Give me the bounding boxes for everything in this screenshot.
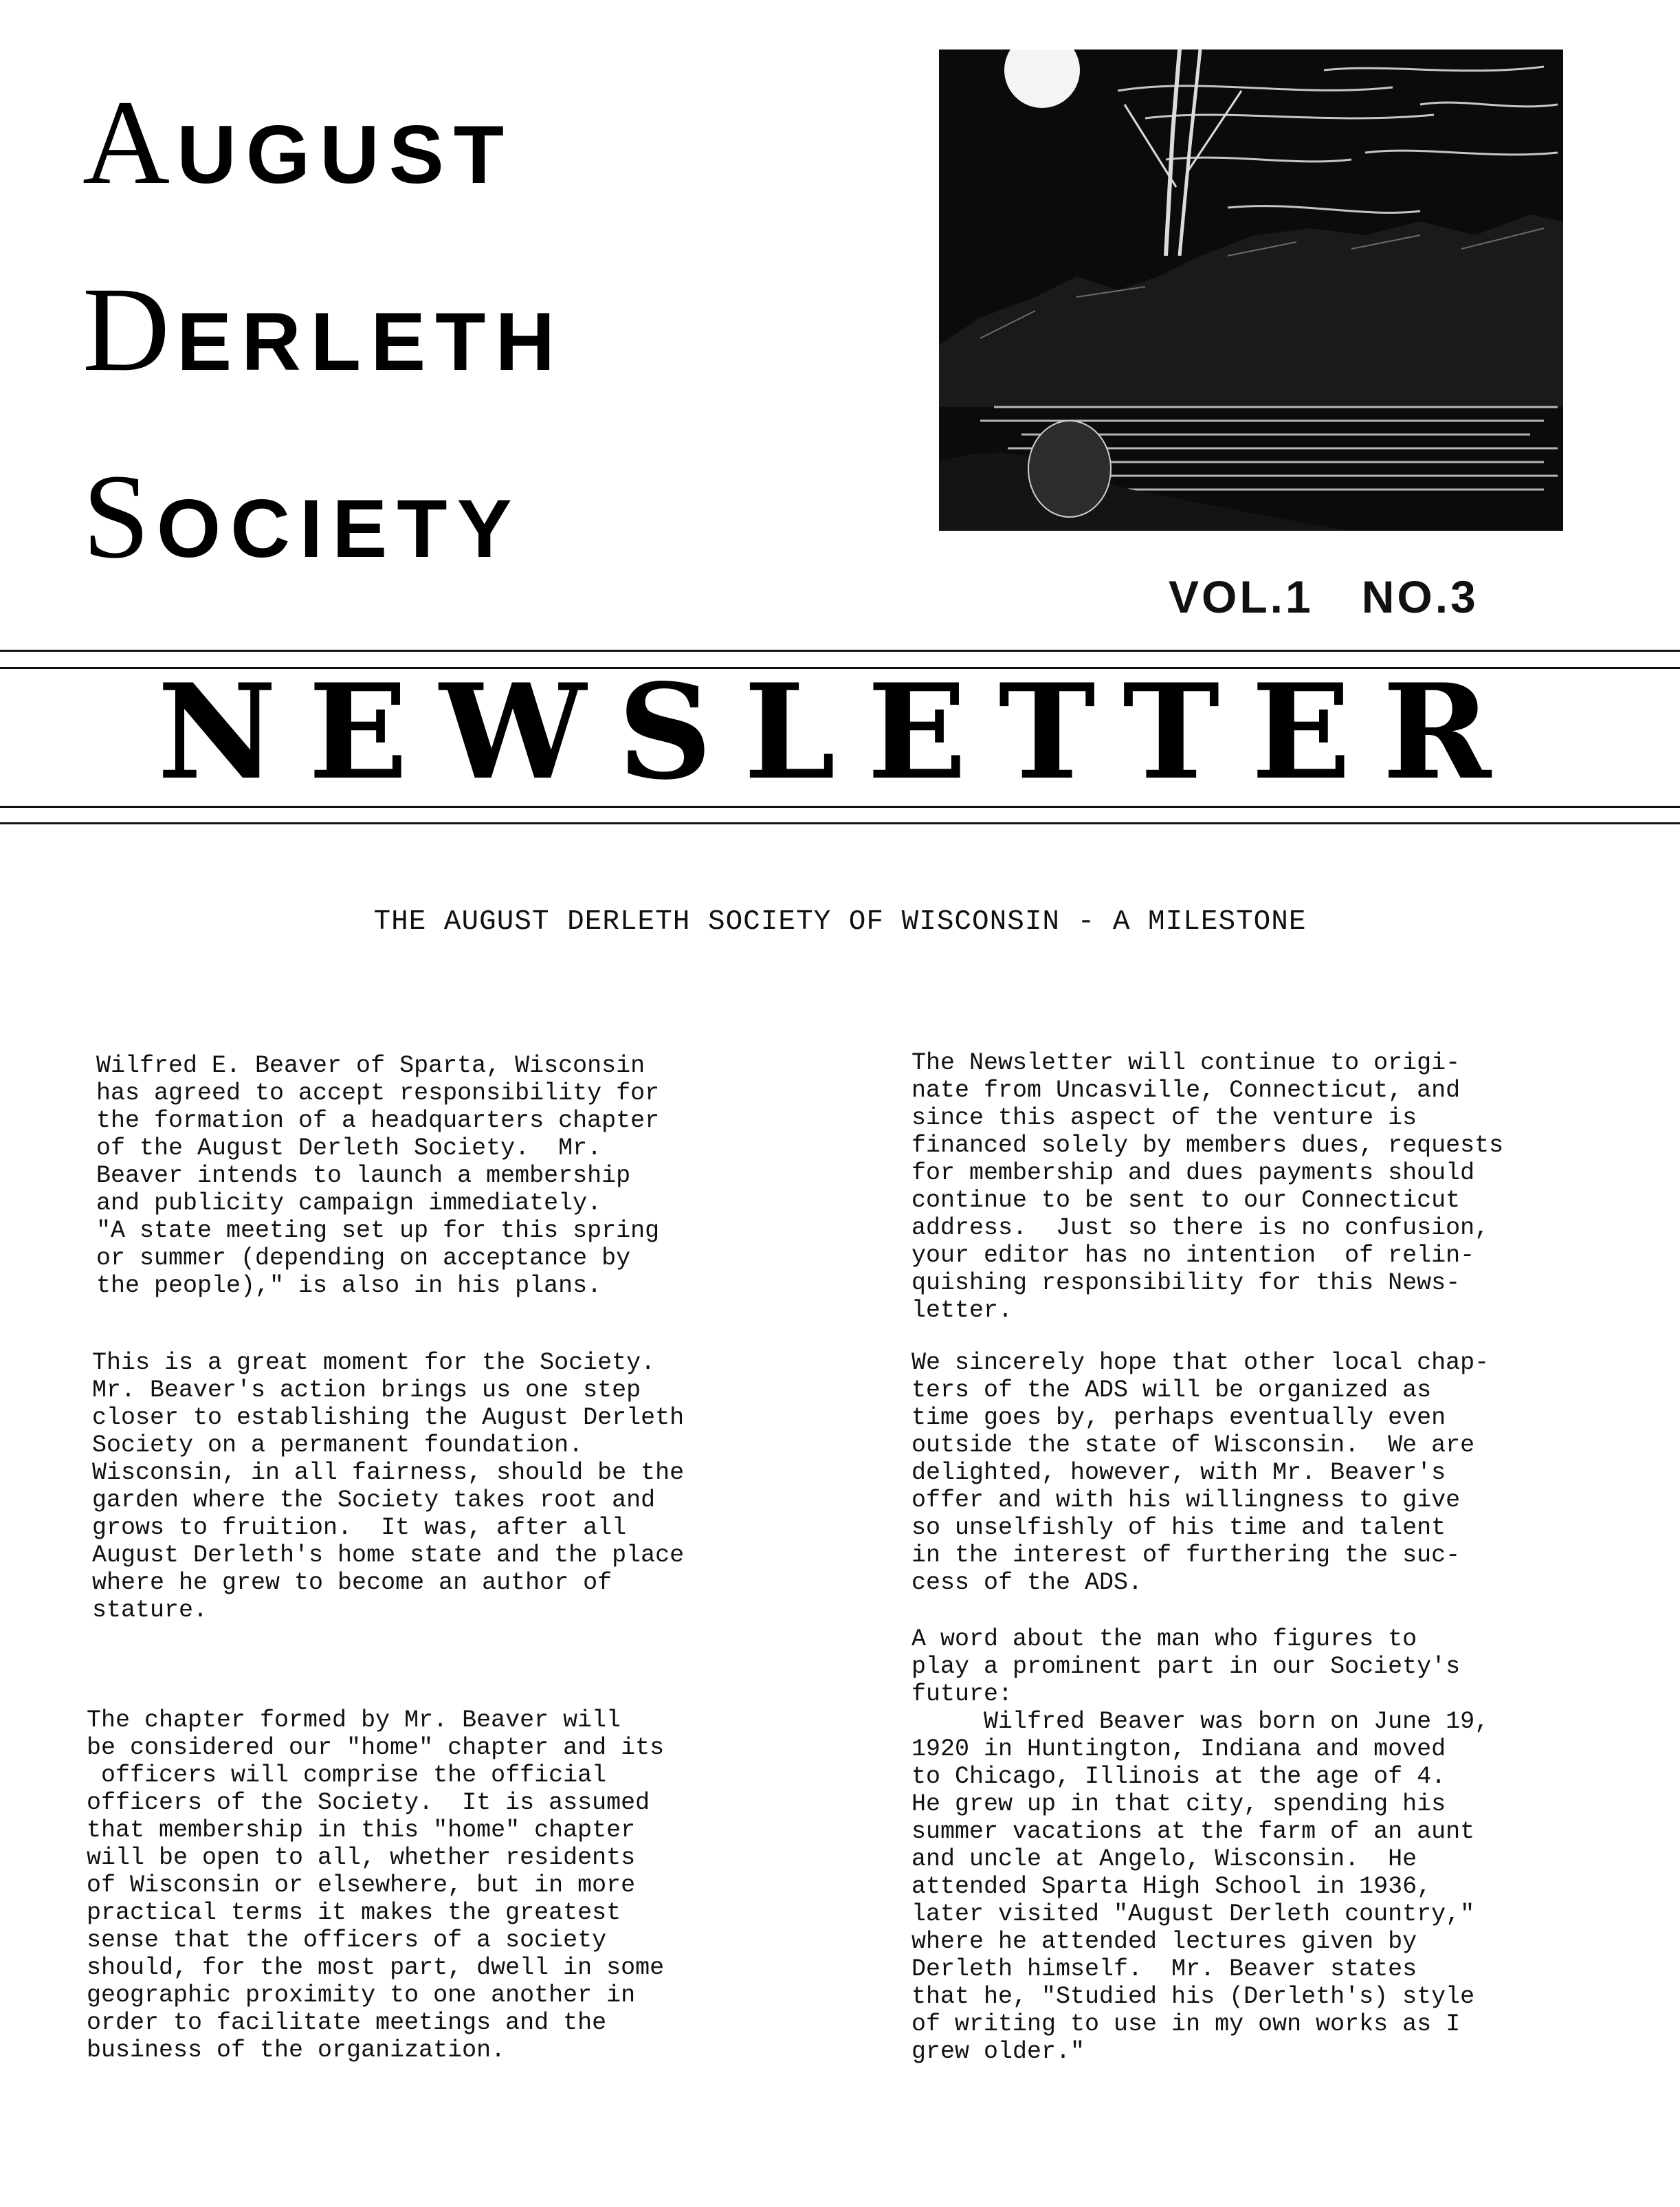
masthead-initial: S	[82, 450, 157, 584]
masthead-word: ERLETH	[177, 296, 565, 388]
right-paragraph-3: A word about the man who figures to play a prominent part in our Society's future: Wilfred Beaver was born on June 19, 1920 in Huntington, Indiana and moved to Chicago, Illinois at the age of 4. He grew up in that city, spending his summer vacations at the farm of an aunt and uncle at Angelo, Wisconsin. He attended Sparta High School in 1936, later visited "August Derleth country," where he attended lectures given by Derleth himself. Mr. Beaver states that he, "Studied his (Derleth's) style of writing to use in my own works as I grew older."	[911, 1625, 1490, 2065]
woodcut-night-landscape-image	[939, 50, 1563, 531]
right-column-3	[911, 1625, 1489, 2065]
masthead-line-derleth	[82, 263, 565, 457]
landscape-illustration	[939, 50, 1563, 531]
left-paragraph-2: This is a great moment for the Society. Mr. Beaver's action brings us one step closer to establishing the August Derleth Society on a permanent foundation. Wisconsin, in all fairness, should be the garden where the Society takes root and grows to fruition. It was, after all August Derleth's home state and the place where he grew to become an author of stature.	[92, 1349, 685, 1624]
right-column-2	[911, 1349, 1489, 1596]
divider-rule	[0, 822, 1680, 824]
volume-number: VOL.1	[1169, 571, 1314, 622]
divider-rule	[0, 806, 1680, 808]
mushroom-icon	[1028, 421, 1111, 517]
divider-rule	[0, 650, 1680, 652]
left-column-2	[92, 1349, 684, 1624]
masthead-initial: A	[82, 76, 177, 210]
masthead-word: UGUST	[177, 109, 514, 201]
masthead-word: OCIETY	[156, 483, 522, 575]
left-paragraph-1: Wilfred E. Beaver of Sparta, Wisconsin has agreed to accept responsibility for the formation of a headquarters chapter of the August Derleth Society. Mr. Beaver intends to launch a membership and publicity campaign immediately. "A state meeting set up for this spring or summer (depending on acceptance by the people)," is also in his plans.	[96, 1052, 660, 1299]
volume-issue-label	[1169, 571, 1479, 623]
left-column	[96, 1052, 659, 1299]
masthead-line-society	[82, 450, 564, 644]
article-headline: THE AUGUST DERLETH SOCIETY OF WISCONSIN - A MILESTONE	[373, 906, 1307, 938]
left-paragraph-3: The chapter formed by Mr. Beaver will be considered our "home" chapter and its officers will comprise the official officers of the Society. It is assumed that membership in this "home" chapter will be open to all, whether residents of Wisconsin or elsewhere, but in more practical terms it makes the greatest sense that the officers of a society should, for the most part, dwell in some geographic proximity to one another in order to facilitate meetings and the business of the organization.	[87, 1706, 665, 2064]
masthead-line-august	[82, 76, 564, 270]
right-paragraph-1: The Newsletter will continue to origi- nate from Uncasville, Connecticut, and since this aspect of the venture is financed solely by members dues, requests for membership and dues payments should continue to be sent to our Connecticut address. Just so there is no confusion, your editor has no intention of relin- quishing responsibility for this News- letter.	[911, 1049, 1504, 1324]
right-paragraph-2: We sincerely hope that other local chap- ters of the ADS will be organized as time goes by, perhaps eventually even outside the state of Wisconsin. We are delighted, however, with Mr. Beaver's offer and with his willingness to give so unselfishly of his time and talent in the interest of furthering the suc- cess of the ADS.	[911, 1349, 1490, 1596]
newsletter-banner: NEWSLETTER	[157, 655, 1523, 809]
left-column-3	[87, 1706, 664, 2064]
masthead-title	[82, 76, 565, 644]
issue-number: NO.3	[1361, 571, 1479, 622]
masthead-initial: D	[82, 263, 177, 397]
right-column	[911, 1049, 1503, 1324]
